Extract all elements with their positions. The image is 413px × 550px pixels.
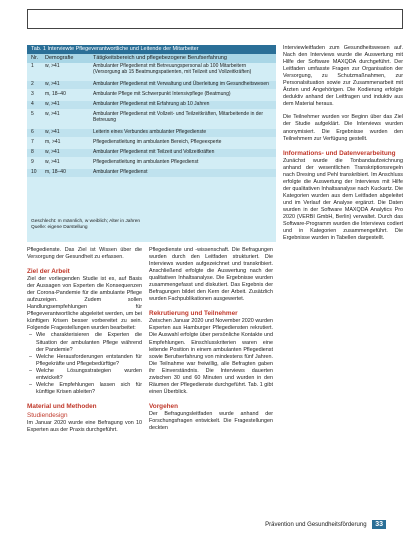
cell-taetigkeit: Ambulanter Pflegedienst — [93, 169, 148, 175]
research-question-list — [27, 332, 142, 395]
col3-intro: Interviewleitfaden zum Gesundheitswesen auf. Nach den Interviews wurde die Auswertung mit Hilfe der Software MAXQDA durchgeführt. Der Leitfaden umfasste Fragen zur Organisation der Versorgung, zu Schutzmaßnahmen, zur Personalsituation sowie zur Zusammenarbeit mit Ärzten und Angehörigen. Die Kodierung erfolgte deduktiv anhand der Leitfragen und induktiv aus dem Material heraus. — [283, 45, 403, 108]
table-row — [27, 63, 276, 79]
table-footnote — [27, 219, 276, 231]
cell-taetigkeit: Ambulanter Pflegedienst mit Vollzeit- und Teilzeitkräften, Mitarbeitende in der Betreuung — [93, 111, 263, 124]
table-row — [27, 111, 276, 127]
footnote-2: Quelle: eigene Darstellung — [31, 225, 88, 230]
cell-demografie: m, 18–40 — [45, 169, 66, 175]
page-footer — [265, 520, 386, 529]
table-row — [27, 129, 276, 137]
cell-nr: 7 — [31, 139, 34, 145]
heading-ziel: Ziel der Arbeit — [27, 268, 70, 276]
journal-name: Prävention und Gesundheitsförderung — [265, 522, 367, 528]
cell-nr: 3 — [31, 91, 34, 97]
table-caption: Tab. 1 Interviewte Pflegeverantwortliche und Leitende der Mitarbeiter — [27, 45, 276, 54]
column-1 — [27, 247, 142, 434]
list-item: – Welche Herausforderungen entstanden für Pflegekräfte und Pflegebedürftige? — [36, 354, 142, 368]
header-frame — [27, 9, 403, 29]
cell-nr: 6 — [31, 129, 34, 135]
col1-ziel-text: Ziel der vorliegenden Studie ist es, auf Basis der Aussagen von Experten die Konsequenzen der Corona-Pandemie für die ambulante Pflege aufzuzeigen. Zudem sollen Handlungsempfehlungen für Pflegeverantwortliche abgeleitet werden, um bei künftigen Krisen besser vorbereitet zu sein. Folgende Fragestellungen wurden bearbeitet: — [27, 276, 142, 332]
info-table — [27, 45, 276, 242]
table-row — [27, 101, 276, 109]
cell-nr: 4 — [31, 101, 34, 107]
list-item: – Wie charakterisieren die Experten die Situation der ambulanten Pflege während der Pandemie? — [36, 332, 142, 353]
cell-taetigkeit: Ambulanter Pflegedienst mit Verwaltung und Überleitung im Gesundheitswesen — [93, 81, 269, 87]
page-number: 33 — [372, 520, 386, 529]
column-3 — [283, 45, 403, 242]
table-header — [27, 54, 276, 63]
list-item: – Welche Empfehlungen lassen sich für künftige Krisen ableiten? — [36, 382, 142, 396]
table-row — [27, 169, 276, 177]
cell-nr: 2 — [31, 81, 34, 87]
table-row — [27, 159, 276, 167]
cell-demografie: w, >41 — [45, 81, 60, 87]
column-2 — [149, 247, 273, 432]
col2-vorgehen-text: Der Befragungsleitfaden wurde anhand der Forschungsfragen entwickelt. Die Fragestellungen deckten — [149, 410, 273, 431]
col2-rekrutierung-text: Zwischen Januar 2020 und November 2020 wurden Experten aus Hamburger Pflegediensten rekrutiert. Die Auswahl erfolgte über persönliche Kontakte und Empfehlungen. Einschlusskriterien waren eine leitende Position in einem ambulanten Pflegedienst sowie Berufserfahrung von mindestens fünf Jahren. Die Teilnahme war freiwillig, alle Befragten gaben ihr Einverständnis. Die Interviews dauerten zwischen 30 und 60 Minuten und wurden in den Räumen der Pflegedienste durchgeführt. Tab. 1 gibt einen Überblick. — [149, 318, 273, 395]
header-demografie: Demografie — [45, 55, 74, 61]
col2-intro: Pflegedienste und -wissenschaft. Die Befragungen wurden durch den Leitfaden strukturiert. Die Interviews wurden aufgezeichnet und transkribiert. Anschließend erfolgte die Auswertung nach der qualitativen Inhaltsanalyse. Die Ergebnisse wurden zusammengefasst und diskutiert. Das Ergebnis der Befragungen bildet den Kern der Arbeit. Zusätzlich wurden Fachpublikationen ausgewertet. — [149, 247, 273, 303]
header-taetigkeit: Tätigkeitsbereich und pflegebezogene Berufserfahrung — [93, 55, 227, 61]
cell-nr: 9 — [31, 159, 34, 165]
cell-taetigkeit: Leiterin eines Verbundes ambulanter Pflegedienste — [93, 129, 207, 135]
cell-demografie: w, >41 — [45, 129, 60, 135]
cell-taetigkeit: Ambulanter Pflegedienst mit Erfahrung ab 10 Jahren — [93, 101, 210, 107]
cell-demografie: m, >41 — [45, 139, 61, 145]
col1-studiendesign-text: Im Januar 2020 wurde eine Befragung von 10 Experten aus der Praxis durchgeführt. — [27, 419, 142, 433]
heading-studiendesign: Studiendesign — [27, 411, 68, 419]
cell-demografie: w, >41 — [45, 159, 60, 165]
cell-taetigkeit: Pflegedienstleitung im ambulanten Bereich, Pflegeexperte — [93, 139, 222, 145]
table-row — [27, 91, 276, 99]
heading-datenverarbeitung: Informations- und Datenverarbeitung — [283, 149, 396, 157]
table-row — [27, 81, 276, 89]
list-item: – Welche Lösungsstrategien wurden entwickelt? — [36, 368, 142, 382]
cell-demografie: w, >41 — [45, 63, 60, 69]
heading-rekrutierung: Rekrutierung und Teilnehmer — [149, 310, 238, 318]
table-row — [27, 139, 276, 147]
cell-nr: 5 — [31, 111, 34, 117]
footnote-1: Geschlecht: m männlich, w weiblich; Alter in Jahren — [31, 219, 141, 224]
cell-taetigkeit: Ambulanter Pflegedienst mit Betreuungspersonal ab 100 Mitarbeitern (Versorgung ab 15 Beatmungspatienten, mit Teilzeit und Vollzeitkräften) — [93, 63, 252, 76]
cell-demografie: w, >41 — [45, 111, 60, 117]
cell-taetigkeit: Pflegedienstleitung im ambulanten Pflegedienst — [93, 159, 199, 165]
cell-nr: 10 — [31, 169, 37, 175]
cell-taetigkeit: Ambulante Pflege mit Schwerpunkt Intensivpflege (Beatmung) — [93, 91, 231, 97]
col1-intro: Pflegedienste. Das Ziel ist Wissen über die Versorgung der Gesundheit zu erfassen. — [27, 247, 142, 261]
header-nr: Nr. — [31, 55, 39, 61]
cell-taetigkeit: Ambulanter Pflegedienst mit Teilzeit und Vollzeitkräften — [93, 149, 215, 155]
cell-nr: 8 — [31, 149, 34, 155]
table-row — [27, 149, 276, 157]
col3-datenverarbeitung-text: Zunächst wurde die Tonbandaufzeichnung anhand der wesentlichen Transkriptionsregeln nach Dresing und Pehl transkribiert. Im Anschluss erfolgte die Auswertung der Interviews mit Hilfe der qualitativen Inhaltsanalyse nach Kuckartz. Die Kategorien wurden aus dem Leitfaden abgeleitet und im Verlauf der Analyse ergänzt. Die Daten wurden in der Software MAXQDA Analytics Pro 2020 (VERBI GmbH, Berlin) verwaltet. Durch das Software-Programm wurden die Interviews codiert und in Kategorien zusammengeführt. Die Ergebnisse wurden in Tabellen dargestellt. — [283, 157, 403, 242]
cell-demografie: w, >41 — [45, 149, 60, 155]
cell-nr: 1 — [31, 63, 34, 69]
col3-text-2: Die Teilnehmer wurden vor Beginn über das Ziel der Studie aufgeklärt. Die Interviews wurden anonymisiert. Die Ergebnisse wurden den Teilnehmern zur Verfügung gestellt. — [283, 114, 403, 142]
heading-vorgehen: Vorgehen — [149, 402, 178, 410]
cell-demografie: m, 18–40 — [45, 91, 66, 97]
heading-material: Material und Methoden — [27, 402, 97, 410]
cell-demografie: w, >41 — [45, 101, 60, 107]
